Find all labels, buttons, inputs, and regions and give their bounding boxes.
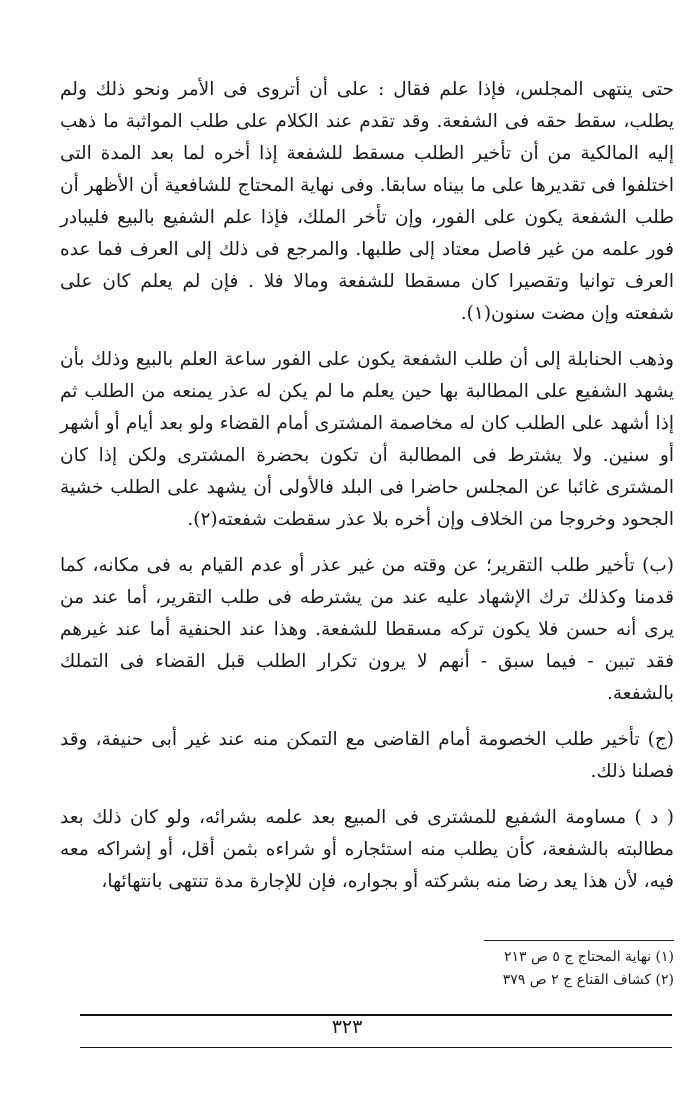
page-number: ٣٢٣: [331, 1016, 363, 1038]
page-number-rule-bottom: [80, 1047, 672, 1048]
paragraph: وذهب الحنابلة إلى أن طلب الشفعة يكون على الفور ساعة العلم بالبيع وذلك بأن يشهد الشفيع على المطالبة بها حين يعلم ما لم يكن له عذر يمنعه من الطلب ثم إذا أشهد على الطلب كان له مخاصمة المشترى أمام القضاء ولو بعد أيام أو أشهر أو سنين. ولا يشترط فى المطالبة أن تكون بحضرة المشترى ولكن إذا كان المشترى غائبا عن المجلس حاضرا فى البلد فالأولى أن يشهد على الطلب خشية الجحود وخروجا من الخلاف وإن أخره بلا عذر سقطت شفعته(٢).: [60, 349, 674, 530]
paragraph: ( د ) مساومة الشفيع للمشترى فى المبيع بعد علمه بشرائه، ولو كان ذلك بعد مطالبته بالشفعة، كأن يطلب منه استئجاره أو شراءه بثمن أقل، أو إشراكه معه فيه، لأن هذا يعد رضا منه بشركته أو بجواره، فإن للإجارة مدة تنتهى بانتهائها،: [60, 807, 674, 892]
footnote: (١) نهاية المحتاج ج ٥ ص ٢١٣: [503, 949, 674, 965]
paragraph: (ب) تأخير طلب التقرير؛ عن وقته من غير عذر أو عدم القيام به فى مكانه، كما قدمنا وكذلك ترك الإشهاد عليه عند من يشترطه فى طلب التقرير، أما عند من يرى أنه حسن فلا يكون تركه مسقطا للشفعة. وهذا عند الحنفية أما عند غيرهم فقد تبين - فيما سبق - أنهم لا يرون تكرار الطلب قبل القضاء فى التملك بالشفعة.: [60, 555, 674, 704]
page-body: [60, 74, 674, 898]
footnote: (٢) كشاف القناع ج ٢ ص ٣٧٩: [502, 972, 674, 988]
footnotes: [360, 946, 674, 992]
paragraph: حتى ينتهى المجلس، فإذا علم فقال : على أن أتروى فى الأمر ونحو ذلك ولم يطلب، سقط حقه فى الشفعة. وقد تقدم عند الكلام على طلب المواثبة ما ذهب إليه المالكية من أن تأخير الطلب مسقط للشفعة إذا أخره لما بعد المدة التى اختلفوا فى تقديرها على ما بيناه سابقا. وفى نهاية المحتاج للشافعية أن الأظهر أن طلب الشفعة يكون على الفور، وإن تأخر الملك، فإذا علم الشفيع بالبيع فليبادر فور علمه من غير فاصل معتاد إلى طلبها. والمرجع فى ذلك إلى العرف فما عده العرف توانيا وتقصيرا كان مسقطا للشفعة ومالا فلا . فإن لم يعلم كان على شفعته وإن مضت سنون(١).: [60, 79, 674, 324]
footnote-separator: [484, 940, 674, 941]
paragraph: (ج) تأخير طلب الخصومة أمام القاضى مع التمكن منه عند غير أبى حنيفة، وقد فصلنا ذلك.: [60, 729, 674, 782]
